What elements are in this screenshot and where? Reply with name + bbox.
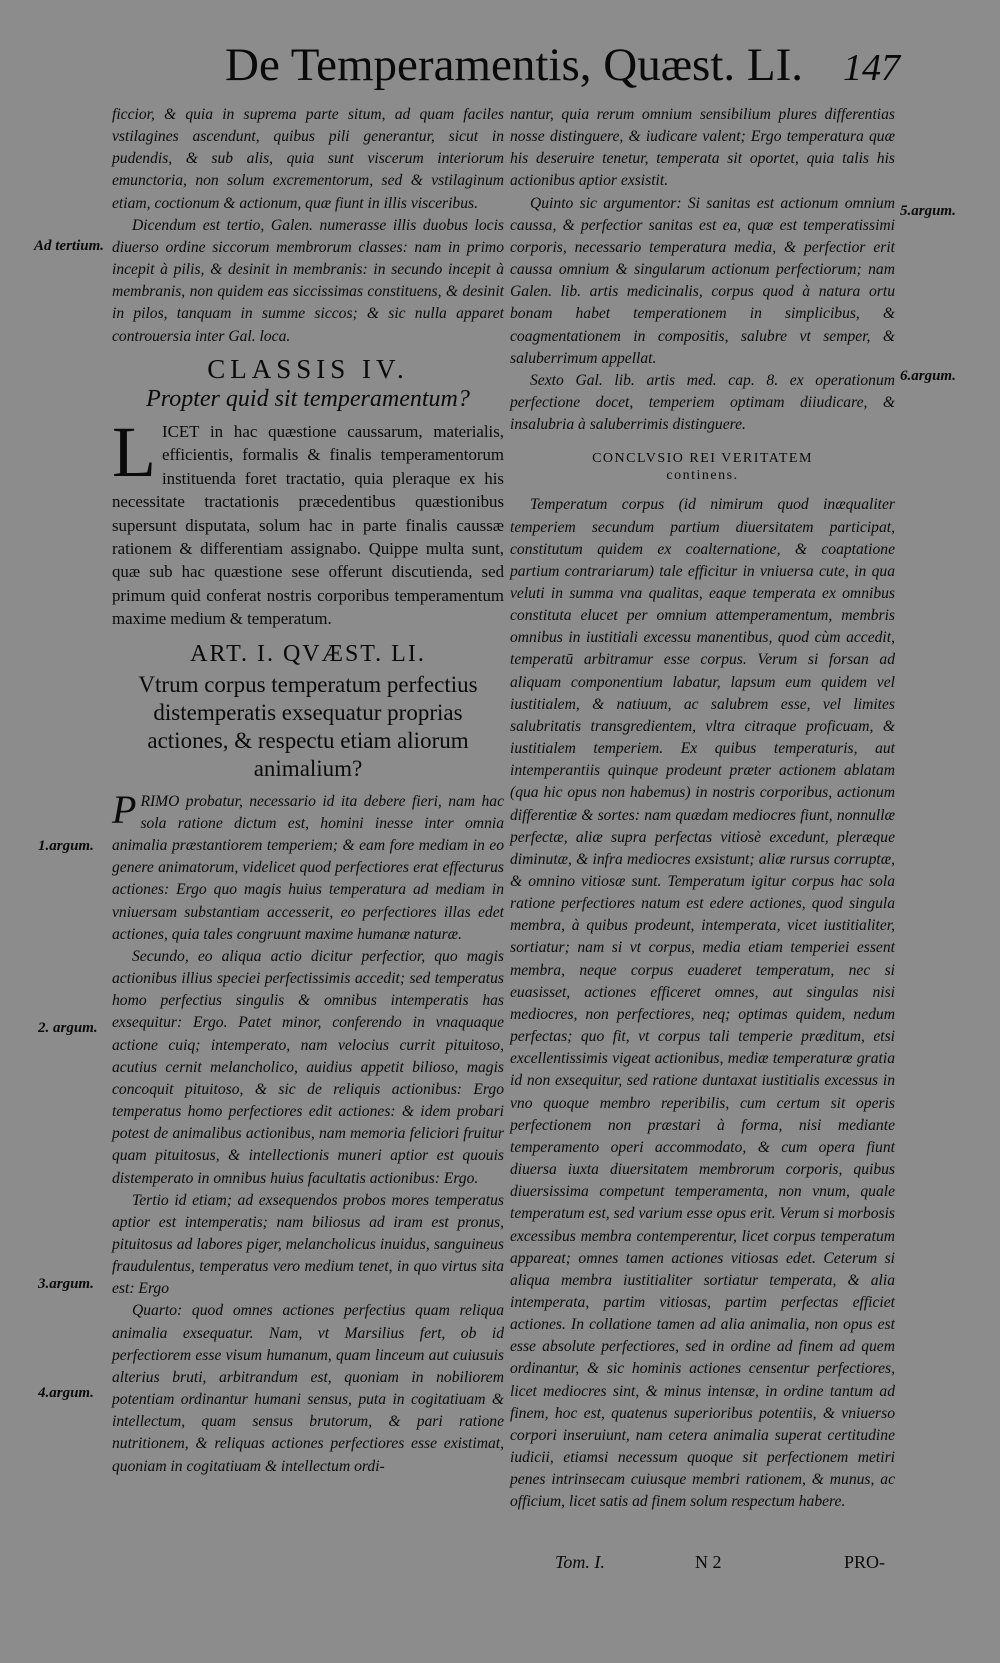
margin-note-arg5: 5.argum. [900,203,956,219]
paragraph-quinto: Quinto sic argumentor: Si sanitas est actionum omnium caussa, & perfectior sanitas est ea, quæ est temperatissimi corporis, necessario temperatura media, & perfectior erit caussa omnium & singularum actionum perfectiorum; nam Galen. lib. artis medicinalis, corpus quod à natura ortu bonam habet temperationem in simplicibus, & coagmentationem in compositis, salubre vt semper, & saluberrimum appellat. [510,194,895,367]
right-column [510,104,895,1514]
margin-note-arg2: 2. argum. [38,1020,98,1036]
left-column [112,104,504,1478]
paragraph-continued: ficcior, & quia in suprema parte situm, ad quam faciles vstilagines ascendunt, quibus pili generantur, sicut in pudendis, & sub alis, quia sunt viscerum interiorum emunctoria, non solum excrementorum, sed & vstilaginum etiam, coctionum & actionum, quæ fiunt in illis visceribus. [112,106,504,212]
margin-note-arg6: 6.argum. [900,368,956,384]
paragraph-secundo: Secundo, eo aliqua actio dicitur perfectior, quo magis actionibus illius speciei perfectissimis accedit; sed temperatus homo perfectius singulis & omnibus intemperatis has exsequitur: Ergo. Patet minor, conferendo in vnaquaque actione cuiq; intemperato, nam velocius currit pituitoso, acutius cernit melancholico, auidius appetit bilioso, magis concoquit pituitoso, & sic de reliquis actionibus: Ergo temperatus homo perfectiores edit actiones: & idem probari potest de animalibus actionibus, nam memoria feliciori fruitur quam pituitosus, & intellectionis muneri aptior est quouis distemperato in omnibus huius facultatis actionibus: Ergo. [112,947,504,1187]
page-header [225,38,900,98]
intro-paragraph [112,412,504,631]
paragraph-tertio: Tertio id etiam; ad exsequendos probos mores temperatus aptior est intemperatis; nam biliosus ad iram est pronus, pituitosus ad labores piger, melancholicus inuidus, sanguineus fraudulentus, temperatus vero medium tenet, in quo virtus sita est: Ergo [112,1191,504,1298]
conclusio-heading [510,450,895,484]
conclusio-line-1: CONCLVSIO REI VERITATEM [592,451,813,467]
classis-heading: CLASSIS IV. [207,353,409,384]
paragraph-continued-right: nantur, quia rerum omnium sensibilium plures differentias nosse distinguere, & iudicare valent; Ergo temperatura quæ his deseruire tenetur, temperata sit oportet, quia talis his actionibus aptior exsistit. [510,106,895,190]
classis-question: Propter quid sit temperamentum? [146,385,470,412]
catchword: PRO- [843,1552,885,1572]
initial-p: P [112,786,137,832]
page-footer [555,1552,885,1582]
drop-cap: L [112,412,156,493]
page-number: 147 [843,47,900,89]
article-heading: ART. I. QVÆST. LI. [190,640,426,667]
running-title: De Temperamentis, Quæst. LI. [225,39,803,91]
paragraph-primo [112,786,504,946]
margin-note-ad-tertium: Ad tertium. [34,238,105,254]
margin-note-arg4: 4.argum. [38,1385,94,1401]
tome-label: Tom. I. [555,1552,605,1572]
paragraph-sexto: Sexto Gal. lib. artis med. cap. 8. ex operationum perfectione docet, temperiem optimam diiudicare, & insalubria à saluberrimis distinguere. [510,371,895,434]
margin-note-arg1: 1.argum. [38,838,94,854]
paragraph-primo-text: RIMO probatur, necessario id ita debere fieri, nam hac sola ratione dictum est, homini inesse inter omnia animalia præstantiorem temperiem; & eam fore mediam in eo genere animatorum, videlicet quod perfectiores erat effecturus actiones: Ergo quo magis huius temperatura ad mediam in vniuersam substantiam accesserit, eo perfectiores illas edet actiones, quia tales congruunt maxime humanæ naturæ. [112,792,504,943]
paragraph-temperatum: Temperatum corpus (id nimirum quod inæqualiter temperiem secundum partium diuersitatem participat, constitutum quidem ex coalternatione, & coaptatione partium contrariarum) tale efficitur in vniuersa cute, in qua veluti in summa vna qualitas, eaque temperata ex omnibus constituta elucet per omnium attemperamentum, membris omnibus in iustitiali excessu manentibus, quod cùm accedit, temperatū arbitramur esse corpus. Verum si forsan ad aliquam componentium labatur, lapsum eum quidem vel iustitialem, & natiuum, ac salubrem esse, vel limites salubritatis transgredientem, vltra citraque proficuam, & iustitialem temperiem. Ex quibus temperaturis, aut intemperantiis quinque prodeunt præter actionem ablatam (qua hic opus non habemus) in nostris corporibus, actionum differentiæ & sortes: nam quædam mediocres fiunt, nonnullæ perfectæ, aliæ supra perfectas vitiosè excedunt, pleræque diminutæ, & infra mediocres exsistunt; aliæ rursus corruptæ, & omnino vitiosæ sunt. Temperatum igitur corpus hac sola ratione perfectiores natum est edere actiones, quod singula membra, à quibus prodeunt, intemperata, vicet iustitialiter, sortiatur; nam si vt corpus, media etiam temperiei essent membra, neque corpus euaderet temperatum, nec si euasisset, actiones efficeret omnes, aut singulas nisi mediocres, non perfectiores, neq; optimas quidem, nedum perfectas; quo fit, vt corpus tali temperie præditum, etsi excellentissimis vigeat actionibus, mediæ temperaturæ gratia id non exsequitur, sed ratione duntaxat iustitialis excessus in vno quoque membro reperibilis, cum certum sit operis perfectionem non præstari à forma, nisi mediante temperamento operi accommodato, & cum opera fiunt diuersa iuxta diuersitatem membrorum corporis, quibus diuersissima competunt temperamenta, non vnum, quale temperatum est, sed varium esse opus erit. Verum si morbosis excessibus membra contemperentur, licet corpus temperatum appareat; omnes tamen actiones vitiosas edet. Ceterum si aliqua membra iustitialiter sortiatur temperata, & alia intemperata, partim vitiosas, partim perfectas efficiet actiones. In collatione tamen ad alia animalia, non opus est esse absolute perfectiores, sed in ordine ad finem ad quem ordinantur, & sic hominis actiones censentur perfectiores, licet mediocres sint, & minus intensæ, in ordine tantum ad finem, hoc est, quatenus superioribus potentiis, & vniuerso corpori inseruiunt, nam cetera animalia superat certitudine iudicii, etiamsi necessum quoque sit perfectionem metiri penes intrinsecam cuiusque membri rationem, & munus, ac officium, licet satis ad finem solum respectum habere. [510,496,895,1511]
intro-text: ICET in hac quæstione caussarum, materialis, efficientis, formalis & finalis temperamentorum instituenda foret tractatio, quia pleraque ex his necessitate tractationis præcedentibus quæstionibus supersunt disputata, solum hac in parte finalis caussæ rationem & differentiam assignabo. Quippe multa sunt, quæ sub hac quæstione sese offerunt discutienda, sed primum quid conferat nostris corporibus temperamentum maxime medium & temperatum. [112,422,504,629]
question-title: Vtrum corpus temperatum perfectius distemperatis exsequatur proprias actiones, & respectu etiam aliorum animalium? [138,671,478,781]
signature-mark: N 2 [695,1552,722,1572]
paragraph-quarto: Quarto: quod omnes actiones perfectius quam reliqua animalia exsequatur. Nam, vt Marsilius fert, ob id perfectiorem esse visum humanum, quam linceum aut cuiusuis alterius bruti, arbitrandum est, quoniam in nobiliorem potentiam ordinantur humani sensus, puta in cogitatiuam & intellectum, quam sensus brutorum, & pari ratione nutritionem, & reliquas actiones perfectiores esse existimat, quoniam in cogitatiuam & intellectum ordi- [112,1302,504,1475]
margin-note-arg3: 3.argum. [38,1276,94,1292]
paragraph-dicendum-tertio: Dicendum est tertio, Galen. numerasse illis duobus locis diuerso ordine siccorum membrorum classes: nam in primo incepit à pilis, & desinit in membranis: in secundo incepit à membranis, non quidem eas siccissimas constituens, & desinit in pilos, tanquam in summe siccos; & sic nulla apparet controuersia inter Gal. loca. [112,216,504,345]
conclusio-line-2: continens. [666,468,739,484]
